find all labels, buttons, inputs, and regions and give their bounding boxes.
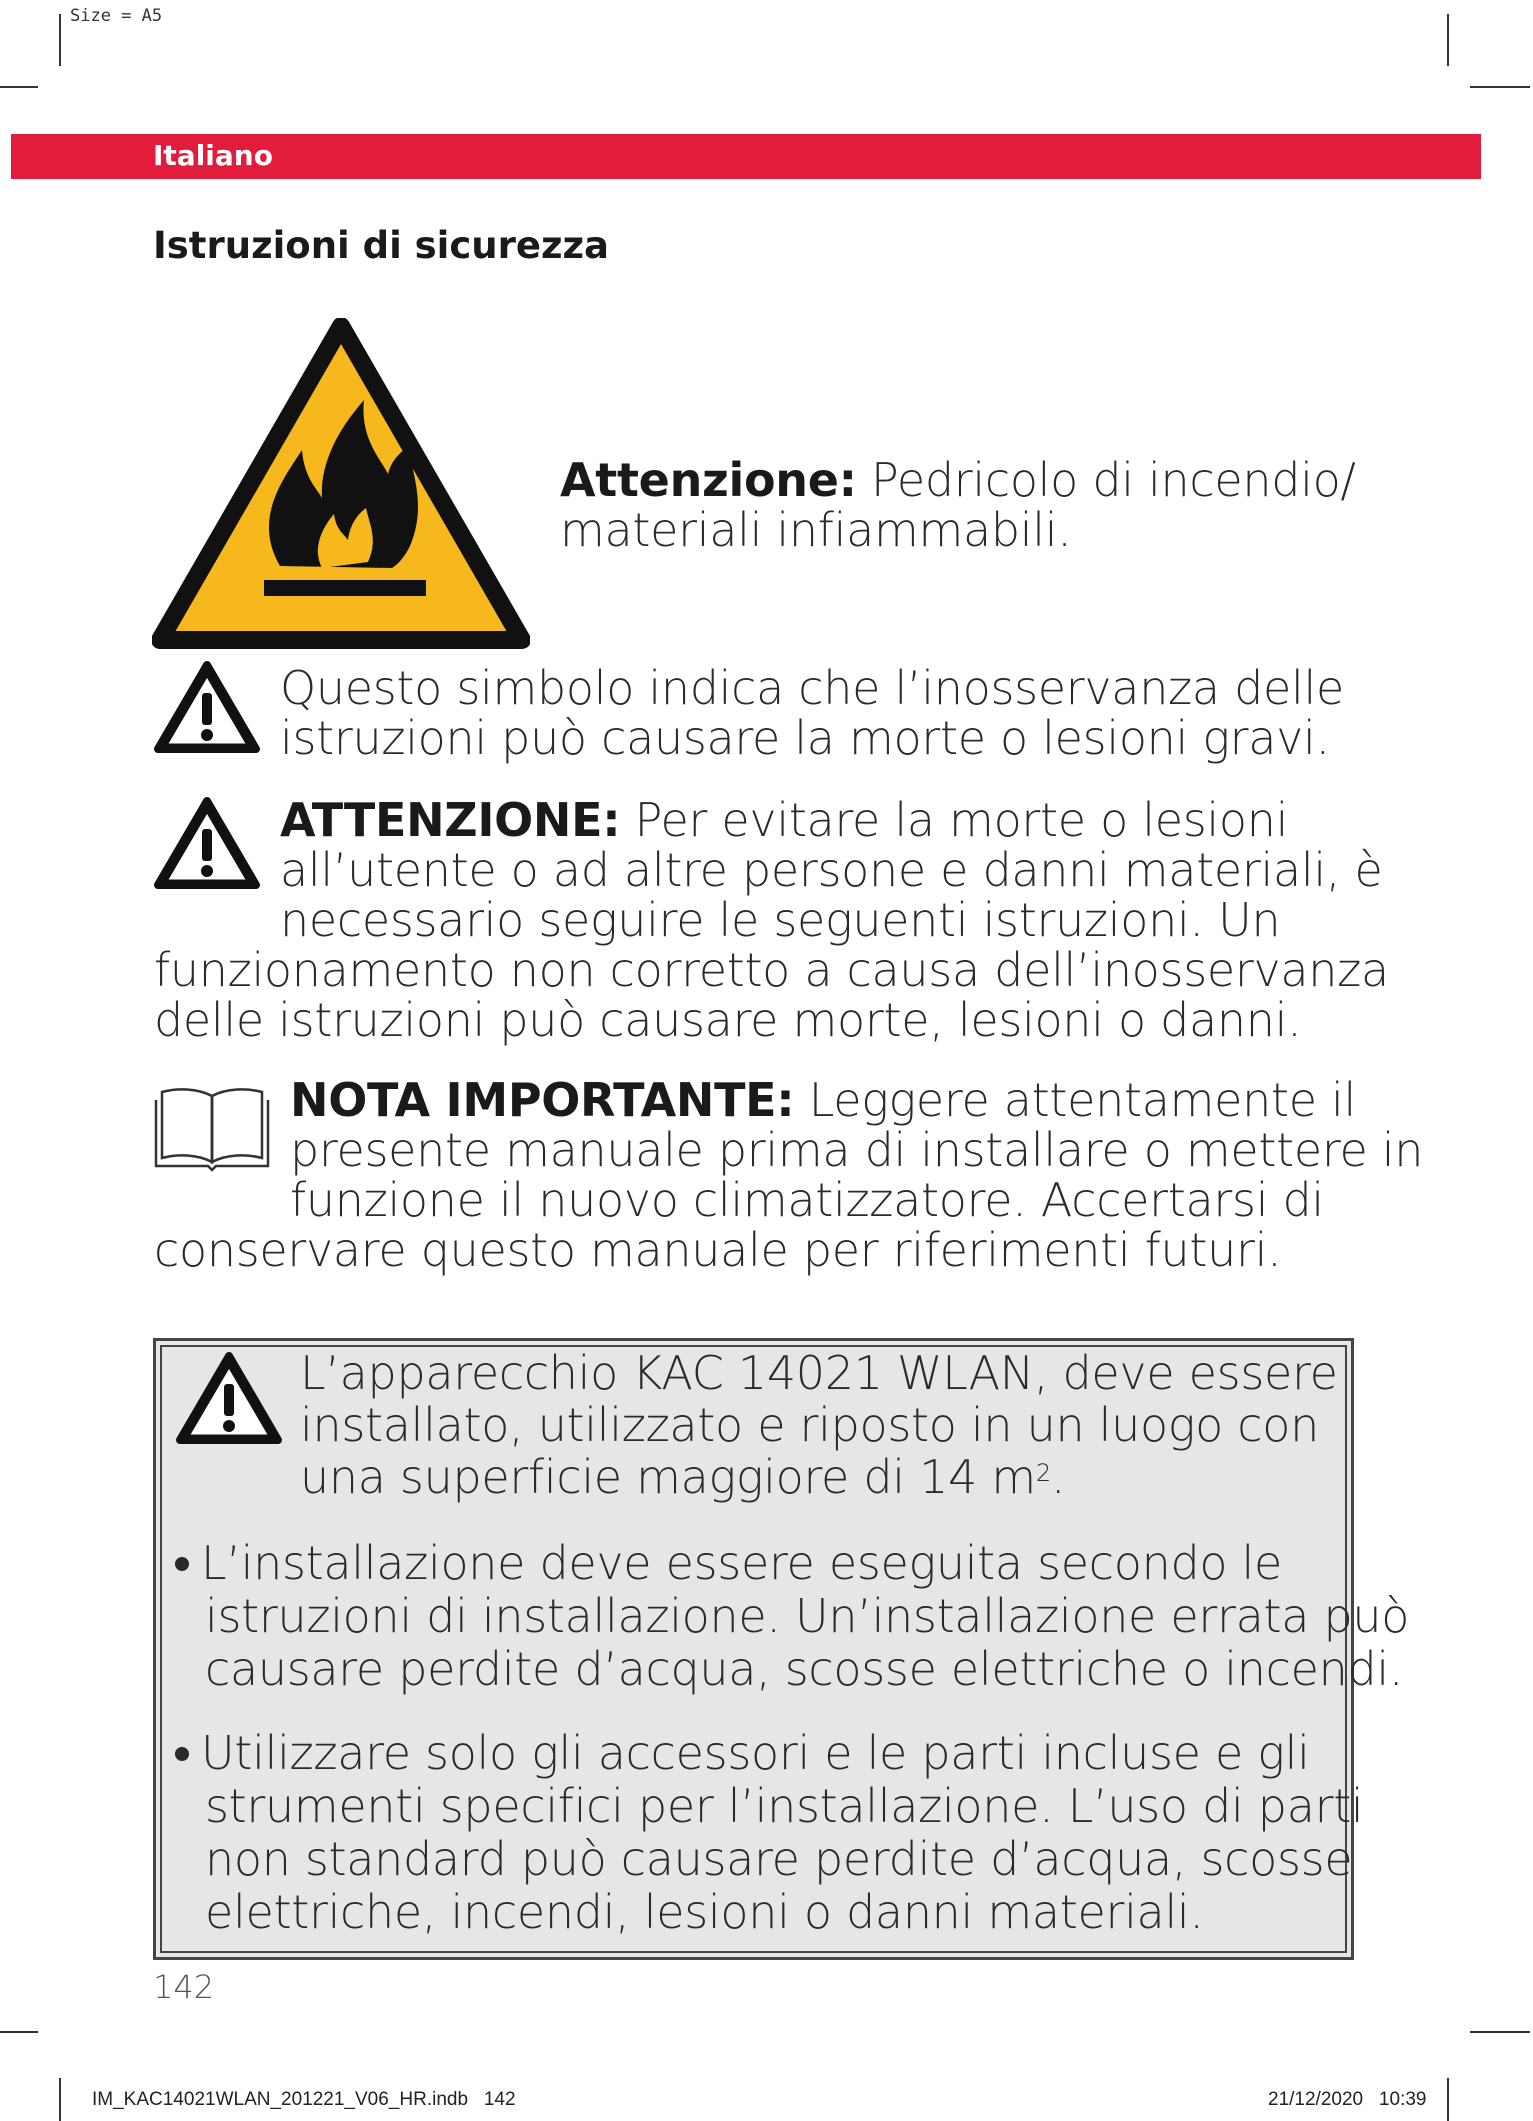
important-note-paragraph: NOTA IMPORTANTE: Leggere attentamente il presente manuale prima di installare o mettere in funzione il nuovo climatizzatore. Accertarsi di conservare questo manuale per riferimenti futuri. xyxy=(154,1073,1424,1277)
important-note-label: NOTA IMPORTANTE: xyxy=(290,1073,795,1127)
crop-mark xyxy=(1447,14,1449,66)
crop-mark xyxy=(1447,2078,1449,2121)
bullet-icon xyxy=(175,1747,189,1761)
footer-date-time: 21/12/2020 10:39 xyxy=(1268,2089,1427,2110)
crop-mark xyxy=(0,86,38,88)
symbol-explanation: Questo simbolo indica che l’inosservanza delle istruzioni può causare la morte o lesioni gravi. xyxy=(280,661,1344,765)
fire-warning-label: Attenzione: xyxy=(560,453,857,507)
flammable-warning-icon xyxy=(152,318,530,653)
language-label: Italiano xyxy=(153,139,273,172)
footer-file-info: IM_KAC14021WLAN_201221_V06_HR.indb 142 xyxy=(92,2089,516,2110)
section-title: Istruzioni di sicurezza xyxy=(153,224,610,267)
bullet-icon xyxy=(175,1557,189,1571)
list-item: L’installazione deve essere eseguita secondo le istruzioni di installazione. Un’installazione errata può causare perdite d’acqua, scosse elettriche o incendi. xyxy=(175,1537,1409,1696)
attention-paragraph: ATTENZIONE: Per evitare la morte o lesioni all’utente o ad altre persone e danni materiali, è necessario seguire le seguenti istruzioni. Un funzionamento non corretto a causa dell’inosservanza delle istruzioni può causare morte, lesioni o danni. xyxy=(154,793,1389,1047)
crop-mark xyxy=(1470,86,1530,88)
crop-mark xyxy=(59,14,61,66)
warning-triangle-icon xyxy=(174,1350,284,1448)
attention-label: ATTENZIONE: xyxy=(280,793,621,847)
crop-mark xyxy=(59,2078,61,2121)
warning-triangle-icon xyxy=(152,659,262,757)
box-intro-text: L’apparecchio KAC 14021 WLAN, deve essere installato, utilizzato e riposto in un luogo con una superficie maggiore di 14 $m^2$. xyxy=(300,1346,1338,1504)
crop-mark xyxy=(1470,2031,1530,2033)
print-size-label: Size = A5 xyxy=(70,6,163,26)
page-number: 142 xyxy=(153,1968,215,2006)
fire-warning-text: Attenzione: Pedricolo di incendio/ materiali infiammabili. xyxy=(560,453,1356,557)
crop-mark xyxy=(0,2031,38,2033)
list-item: Utilizzare solo gli accessori e le parti incluse e gli strumenti specifici per l’installazione. L’uso di parti non standard può causare perdite d’acqua, scosse elettriche, incendi, lesioni o danni materiali. xyxy=(175,1727,1363,1939)
